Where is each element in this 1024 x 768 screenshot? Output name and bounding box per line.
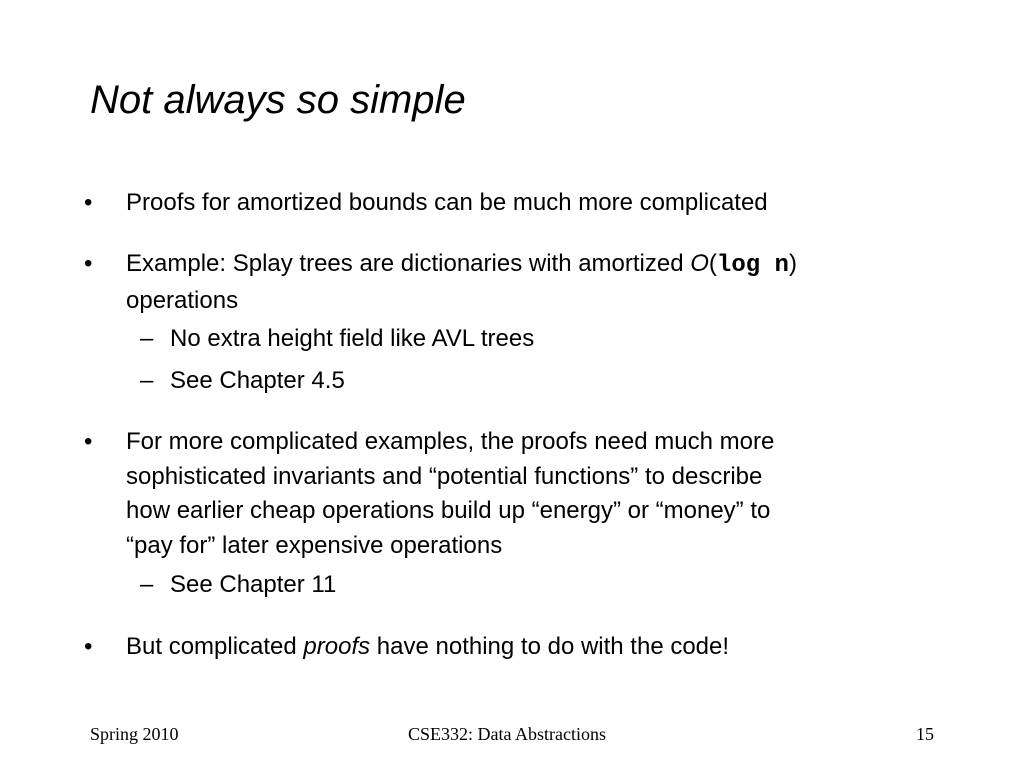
- bullet-text-part: operations: [126, 286, 239, 314]
- bullet-item: [84, 247, 894, 318]
- sub-bullet-text: See Chapter 4.5: [170, 367, 345, 394]
- bullet-item: [84, 630, 894, 665]
- code-log-n: log n: [716, 252, 789, 279]
- bullet-marker: •: [84, 428, 93, 455]
- bullet-item: [84, 425, 894, 563]
- bullet-line: how earlier cheap operations build up “energy” or “money” to: [126, 497, 771, 524]
- bullet-text: Proofs for amortized bounds can be much more complicated: [126, 189, 768, 216]
- sub-bullet-item: [140, 322, 534, 356]
- emphasis-proofs: proofs: [303, 633, 371, 660]
- bullet-text-part: have nothing to do with the code!: [370, 633, 730, 660]
- bullet-text-part: Example: Splay trees are dictionaries with amortized: [126, 250, 691, 277]
- sub-bullet-text: No extra height field like AVL trees: [170, 325, 535, 352]
- bullet-marker: •: [84, 250, 93, 277]
- sub-bullet-item: [140, 364, 345, 398]
- sub-bullet-text: See Chapter 11: [170, 571, 337, 598]
- big-o-symbol: O: [690, 250, 709, 277]
- footer-date: Spring 2010: [90, 724, 179, 744]
- sub-bullet-marker: –: [140, 325, 154, 352]
- bullet-text: [126, 630, 894, 665]
- bullet-line: sophisticated invariants and “potential functions” to describe: [126, 462, 763, 490]
- bullet-item: [84, 186, 894, 221]
- sub-bullet-item: [140, 568, 336, 602]
- bullet-text-part: But complicated: [126, 633, 304, 660]
- bullet-text: [126, 247, 894, 318]
- bullet-text: [126, 425, 894, 563]
- sub-bullet-marker: –: [140, 367, 154, 394]
- footer-course: CSE332: Data Abstractions: [408, 724, 606, 744]
- slide-title: Not always so simple: [90, 78, 466, 122]
- sub-bullet-marker: –: [140, 571, 154, 598]
- bullet-marker: •: [84, 189, 93, 216]
- bullet-line: “pay for” later expensive operations: [126, 531, 503, 559]
- paren-close: ): [788, 250, 797, 277]
- bullet-marker: •: [84, 633, 93, 660]
- footer-page-number: 15: [916, 724, 934, 744]
- bullet-line: For more complicated examples, the proofs need much more: [126, 428, 775, 455]
- paren-open: (: [708, 250, 717, 277]
